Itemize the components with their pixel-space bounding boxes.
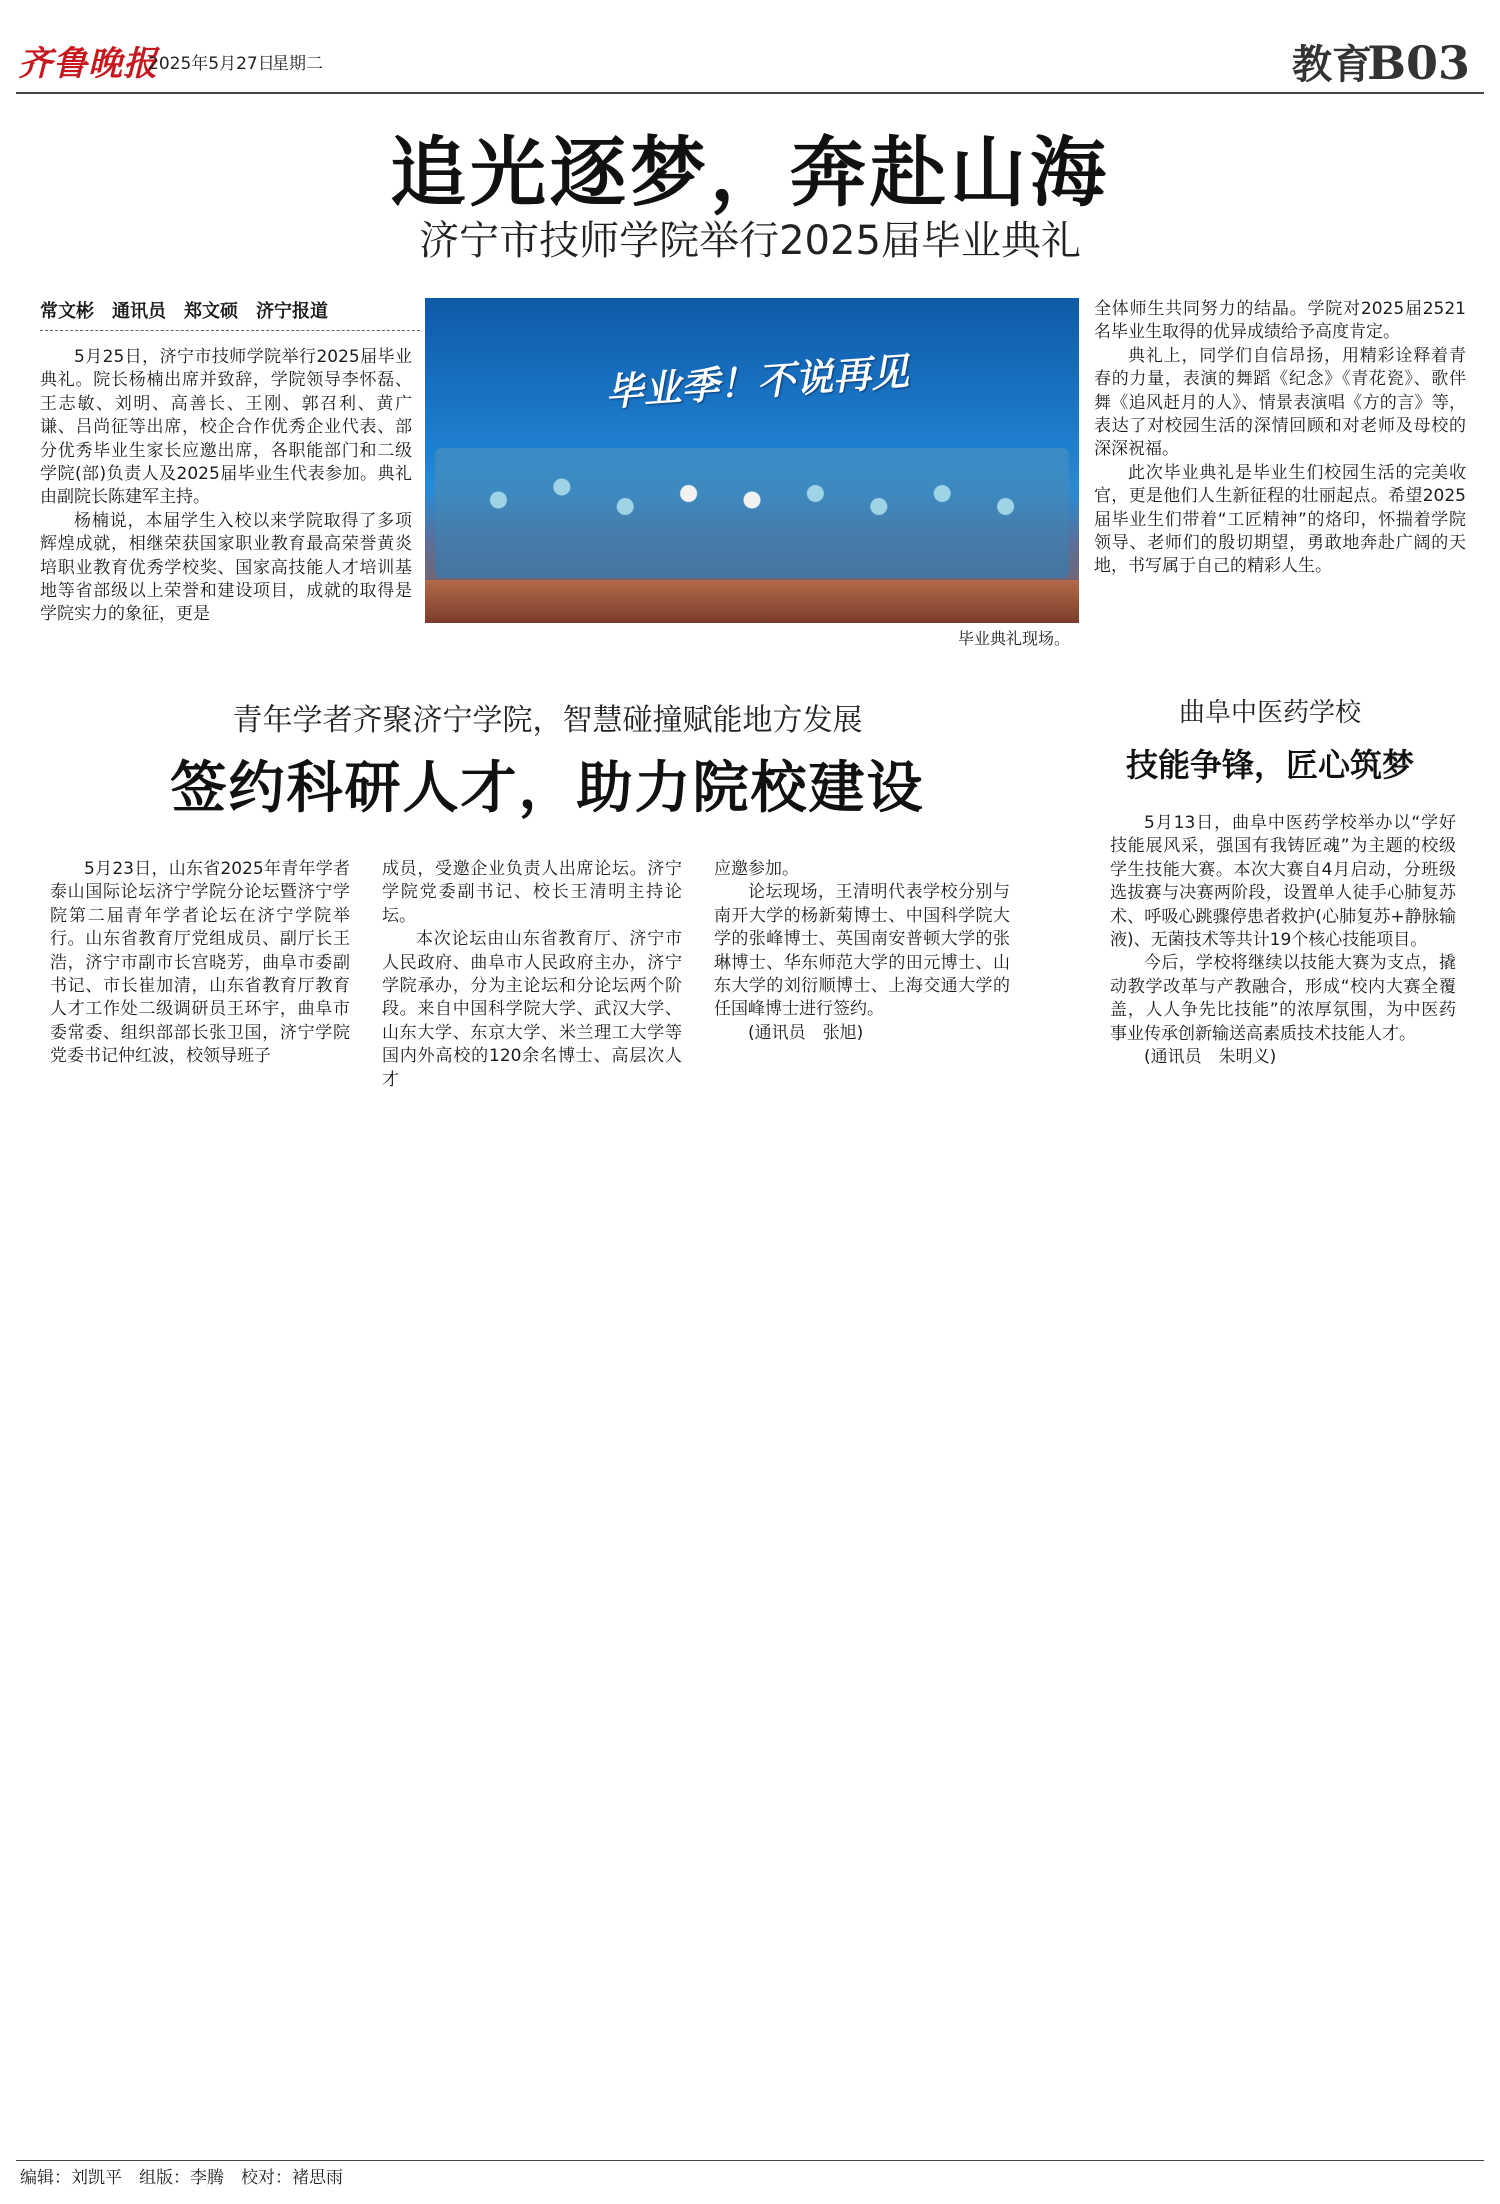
graduation-ceremony-photo bbox=[425, 298, 1079, 623]
photo-caption: 毕业典礼现场。 bbox=[958, 629, 1071, 648]
photo-crowd bbox=[435, 448, 1069, 578]
second-article-column-1 bbox=[50, 858, 350, 1069]
paragraph: 杨楠说，本届学生入校以来学院取得了多项辉煌成就，相继荣获国家职业教育最高荣誉黄炎培职业教育优秀学校奖、国家高技能人才培训基地等省部级以上荣誉和建设项目，成就的取得是学院实力的象征，更是 bbox=[40, 510, 412, 625]
second-article-kicker: 青年学者齐聚济宁学院，智慧碰撞赋能地方发展 bbox=[232, 703, 863, 738]
footer-credits: 编辑：刘凯平 组版：李腾 校对：褚思雨 bbox=[20, 2168, 343, 2188]
article-credit: (通讯员 朱明义) bbox=[1144, 1047, 1277, 1068]
third-article-school: 曲阜中医药学校 bbox=[1178, 698, 1361, 728]
section-name: 教育 bbox=[1292, 41, 1372, 88]
paragraph: 应邀参加。 bbox=[714, 859, 799, 879]
page-number: B03 bbox=[1367, 36, 1470, 90]
paragraph: 此次毕业典礼是毕业生们校园生活的完美收官，更是他们人生新征程的壮丽起点。希望2025届毕业生们带着“工匠精神”的烙印，怀揣着学院领导、老师们的殷切期望，勇敢地奔赴广阔的天地，书写属于自己的精彩人生。 bbox=[1094, 462, 1466, 577]
footer-divider bbox=[16, 2160, 1484, 2161]
photo-stage bbox=[425, 580, 1079, 623]
paragraph: 5月23日，山东省2025年青年学者泰山国际论坛济宁学院分论坛暨济宁学院第二届青年学者论坛在济宁学院举行。山东省教育厅党组成员、副厅长王浩，济宁市副市长宫晓芳，曲阜市委副书记、市长崔加清，山东省教育厅教育人才工作处二级调研员王环宇，曲阜市委常委、组织部部长张卫国，济宁学院党委书记仲红波，校领导班子 bbox=[50, 859, 350, 1067]
article-credit: (通讯员 张旭) bbox=[748, 1022, 864, 1043]
lead-subheadline: 济宁市技师学院举行2025届毕业典礼 bbox=[419, 218, 1081, 264]
third-article-headline: 技能争锋，匠心筑梦 bbox=[1125, 746, 1414, 784]
issue-weekday: 星期二 bbox=[272, 54, 323, 74]
lead-article-column-1 bbox=[40, 346, 412, 627]
second-article-column-2 bbox=[382, 858, 682, 1092]
paragraph: 5月25日，济宁市技师学院举行2025届毕业典礼。院长杨楠出席并致辞，学院领导李怀磊、王志敏、刘明、高善长、王刚、郭召利、黄广谦、吕尚征等出席，校企合作优秀企业代表、部分优秀毕业生家长应邀出席，各职能部门和二级学院(部)负责人及2025届毕业生代表参加。典礼由副院长陈建军主持。 bbox=[40, 347, 412, 508]
issue-date: 2025年5月27日 bbox=[148, 54, 275, 74]
paragraph: 本次论坛由山东省教育厅、济宁市人民政府、曲阜市人民政府主办，济宁学院承办，分为主论坛和分论坛两个阶段。来自中国科学院大学、武汉大学、山东大学、东京大学、米兰理工大学等国内外高校的120余名博士、高层次人才 bbox=[382, 929, 682, 1090]
header-divider bbox=[16, 92, 1484, 94]
second-article-column-3 bbox=[714, 858, 1010, 1045]
second-article-headline: 签约科研人才，助力院校建设 bbox=[170, 755, 925, 821]
paragraph: 成员，受邀企业负责人出席论坛。济宁学院党委副书记、校长王清明主持论坛。 bbox=[382, 859, 682, 926]
paragraph: 论坛现场，王清明代表学校分别与南开大学的杨新菊博士、中国科学院大学的张峰博士、英国南安普顿大学的张琳博士、华东师范大学的田元博士、山东大学的刘衍顺博士、上海交通大学的任国峰博士进行签约。 bbox=[714, 882, 1010, 1020]
lead-byline: 常文彬 通讯员 郑文硕 济宁报道 bbox=[40, 298, 420, 331]
paragraph: 5月13日，曲阜中医药学校举办以“学好技能展风采，强国有我铸匠魂”为主题的校级学生技能大赛。本次大赛自4月启动，分班级选拔赛与决赛两阶段，设置单人徒手心肺复苏术、呼吸心跳骤停患者救护(心肺复苏+静脉输液)、无菌技术等共计19个核心技能项目。 bbox=[1110, 813, 1456, 951]
photo-banner-text: 毕业季！不说再见 bbox=[603, 348, 911, 415]
paragraph: 全体师生共同努力的结晶。学院对2025届2521名毕业生取得的优异成绩给予高度肯定。 bbox=[1094, 299, 1466, 343]
masthead-logo: 齐鲁晚报 bbox=[18, 44, 158, 84]
paragraph: 今后，学校将继续以技能大赛为支点，撬动教学改革与产教融合，形成“校内大赛全覆盖，人人争先比技能”的浓厚氛围，为中医药事业传承创新输送高素质技术技能人才。 bbox=[1110, 953, 1456, 1044]
lead-article-column-3 bbox=[1094, 298, 1466, 579]
third-article-body bbox=[1110, 812, 1456, 1069]
paragraph: 典礼上，同学们自信昂扬，用精彩诠释着青春的力量，表演的舞蹈《纪念》《青花瓷》、歌伴舞《追风赶月的人》、情景表演唱《方的言》等，表达了对校园生活的深情回顾和对老师及母校的深深祝福。 bbox=[1094, 345, 1466, 460]
lead-headline: 追光逐梦，奔赴山海 bbox=[390, 128, 1110, 217]
